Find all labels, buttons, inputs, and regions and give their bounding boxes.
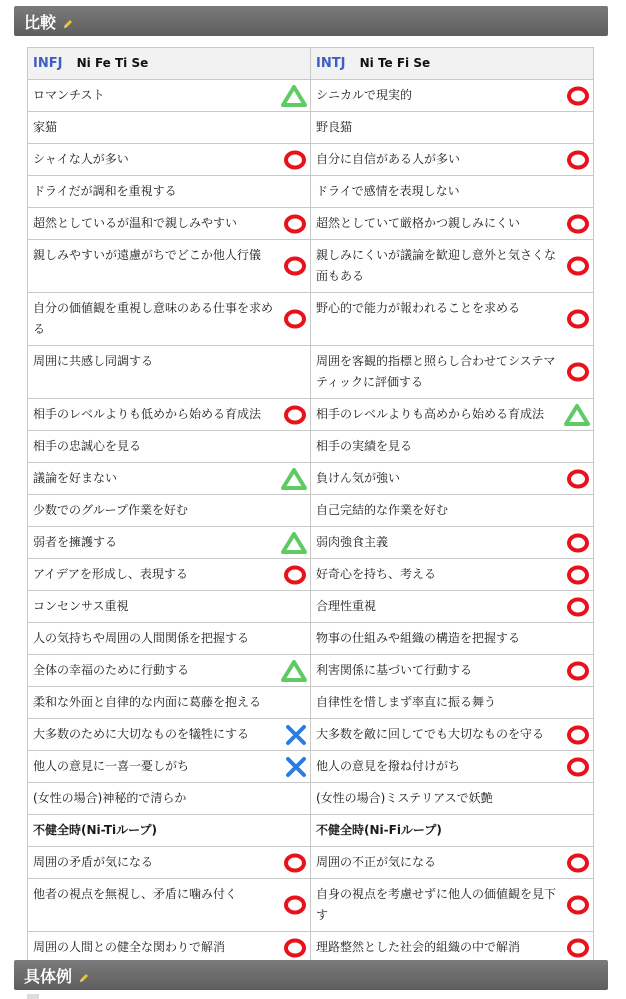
function-stack: Ni Te Fi Se bbox=[359, 56, 431, 70]
intj-cell bbox=[311, 176, 594, 208]
circle-mark-icon bbox=[282, 937, 308, 959]
cell-text: 利害関係に基づいて行動する bbox=[316, 663, 473, 677]
cell-text: 全体の幸福のために行動する bbox=[33, 663, 190, 677]
intj-cell bbox=[311, 815, 594, 847]
circle-mark-icon bbox=[565, 596, 591, 618]
cell-text: 相手の忠誠心を見る bbox=[33, 439, 142, 453]
circle-mark-icon bbox=[565, 564, 591, 586]
table-row bbox=[28, 208, 594, 240]
cross-mark-icon bbox=[284, 723, 308, 747]
table-row bbox=[28, 879, 594, 932]
circle-mark-icon bbox=[282, 213, 308, 235]
cell-text: 周囲の人間との健全な関わりで解消 bbox=[33, 940, 226, 954]
cell-text: 相手の実績を見る bbox=[316, 439, 413, 453]
circle-mark-icon bbox=[282, 149, 308, 171]
table-row bbox=[28, 559, 594, 591]
cell-text: 相手のレベルよりも高めから始める育成法 bbox=[316, 407, 545, 421]
intj-cell bbox=[311, 346, 594, 399]
infj-cell bbox=[28, 591, 311, 623]
cell-text: 不健全時(Ni-Tiループ) bbox=[33, 823, 158, 837]
circle-mark-icon bbox=[282, 308, 308, 330]
infj-cell bbox=[28, 144, 311, 176]
cell-text: ドライで感情を表現しない bbox=[316, 184, 460, 198]
cell-text: 弱者を擁護する bbox=[33, 535, 118, 549]
intj-cell bbox=[311, 431, 594, 463]
header-cell-infj bbox=[28, 48, 311, 80]
intj-cell bbox=[311, 783, 594, 815]
infj-cell bbox=[28, 346, 311, 399]
cell-text: 野心的で能力が報われることを求める bbox=[316, 301, 521, 315]
table-row bbox=[28, 346, 594, 399]
cell-text: 理路整然とした社会的組織の中で解消 bbox=[316, 940, 521, 954]
cell-text: 負けん気が強い bbox=[316, 471, 401, 485]
table-row bbox=[28, 687, 594, 719]
intj-cell bbox=[311, 463, 594, 495]
circle-mark-icon bbox=[565, 894, 591, 916]
circle-mark-icon bbox=[565, 149, 591, 171]
cell-text: コンセンサス重視 bbox=[33, 599, 129, 613]
infj-cell bbox=[28, 293, 311, 346]
intj-cell bbox=[311, 208, 594, 240]
infj-cell bbox=[28, 463, 311, 495]
intj-cell bbox=[311, 879, 594, 932]
infj-cell bbox=[28, 112, 311, 144]
intj-cell bbox=[311, 399, 594, 431]
infj-cell bbox=[28, 495, 311, 527]
triangle-mark-icon bbox=[280, 659, 308, 683]
intj-cell bbox=[311, 527, 594, 559]
cell-text: 自分の価値観を重視し意味のある仕事を求める bbox=[33, 301, 274, 336]
table-row bbox=[28, 655, 594, 687]
cell-text: 柔和な外面と自律的な内面に葛藤を抱える bbox=[33, 695, 262, 709]
intj-cell bbox=[311, 847, 594, 879]
cell-text: アイデアを形成し、表現する bbox=[33, 567, 188, 581]
cell-text: 周囲に共感し同調する bbox=[33, 354, 154, 368]
section-title: 比較 bbox=[24, 12, 57, 32]
cell-text: ロマンチスト bbox=[33, 88, 105, 102]
cell-text: 家猫 bbox=[33, 120, 58, 134]
cell-text: 不健全時(Ni-Fiループ) bbox=[316, 823, 442, 837]
table-row bbox=[28, 495, 594, 527]
cell-text: 自律性を惜しまず率直に振る舞う bbox=[316, 695, 497, 709]
cell-text: 人の気持ちや周囲の人間関係を把握する bbox=[33, 631, 250, 645]
cell-text: 相手のレベルよりも低めから始める育成法 bbox=[33, 407, 262, 421]
triangle-mark-icon bbox=[280, 531, 308, 555]
infj-cell bbox=[28, 847, 311, 879]
intj-cell bbox=[311, 240, 594, 293]
table-row bbox=[28, 783, 594, 815]
cell-text: 議論を好まない bbox=[33, 471, 118, 485]
cell-text: 大多数を敵に回してでも大切なものを守る bbox=[316, 727, 545, 741]
cell-text: 好奇心を持ち、考える bbox=[316, 567, 437, 581]
intj-cell bbox=[311, 751, 594, 783]
cell-text: 少数でのグループ作業を好む bbox=[33, 503, 189, 517]
cell-text: 物事の仕組みや組織の構造を把握する bbox=[316, 631, 521, 645]
cell-text: 他者の視点を無視し、矛盾に噛み付く bbox=[33, 887, 238, 901]
table-row bbox=[28, 932, 594, 964]
cell-text: 親しみにくいが議論を歓迎し意外と気さくな面もある bbox=[316, 248, 557, 283]
infj-cell bbox=[28, 719, 311, 751]
comparison-table bbox=[27, 47, 594, 964]
intj-cell bbox=[311, 687, 594, 719]
circle-mark-icon bbox=[565, 361, 591, 383]
infj-cell bbox=[28, 655, 311, 687]
circle-mark-icon bbox=[282, 894, 308, 916]
triangle-mark-icon bbox=[280, 467, 308, 491]
cell-text: 合理性重視 bbox=[316, 599, 377, 613]
infj-cell bbox=[28, 559, 311, 591]
section-title: 具体例 bbox=[24, 966, 73, 986]
infj-cell bbox=[28, 431, 311, 463]
table-row bbox=[28, 623, 594, 655]
table-header-row bbox=[28, 48, 594, 80]
cell-text: (女性の場合)ミステリアスで妖艶 bbox=[316, 791, 493, 805]
cell-text: 他人の意見を撥ね付けがち bbox=[316, 759, 461, 773]
cell-text: 周囲の不正が気になる bbox=[316, 855, 437, 869]
table-row bbox=[28, 431, 594, 463]
circle-mark-icon bbox=[565, 85, 591, 107]
table-row bbox=[28, 112, 594, 144]
infj-cell bbox=[28, 399, 311, 431]
table-row bbox=[28, 80, 594, 112]
section-header-comparison bbox=[14, 6, 608, 36]
table-row bbox=[28, 176, 594, 208]
table-row bbox=[28, 463, 594, 495]
infj-cell bbox=[28, 208, 311, 240]
cell-text: 自分に自信がある人が多い bbox=[316, 152, 461, 166]
table-row bbox=[28, 527, 594, 559]
circle-mark-icon bbox=[282, 255, 308, 277]
circle-mark-icon bbox=[565, 724, 591, 746]
intj-cell bbox=[311, 559, 594, 591]
cell-text: シャイな人が多い bbox=[33, 152, 129, 166]
content-placeholder bbox=[27, 994, 39, 999]
infj-cell bbox=[28, 80, 311, 112]
circle-mark-icon bbox=[565, 255, 591, 277]
table-row bbox=[28, 847, 594, 879]
cell-text: 親しみやすいが遠慮がちでどこか他人行儀 bbox=[33, 248, 261, 262]
cell-text: 自身の視点を考慮せずに他人の価値観を見下す bbox=[316, 887, 557, 922]
intj-cell bbox=[311, 293, 594, 346]
intj-cell bbox=[311, 719, 594, 751]
infj-cell bbox=[28, 623, 311, 655]
type-label: INTJ bbox=[316, 56, 346, 71]
intj-cell bbox=[311, 623, 594, 655]
intj-cell bbox=[311, 495, 594, 527]
intj-cell bbox=[311, 144, 594, 176]
circle-mark-icon bbox=[282, 404, 308, 426]
infj-cell bbox=[28, 527, 311, 559]
cell-text: 周囲の矛盾が気になる bbox=[33, 855, 154, 869]
circle-mark-icon bbox=[565, 213, 591, 235]
circle-mark-icon bbox=[565, 756, 591, 778]
cell-text: 他人の意見に一喜一憂しがち bbox=[33, 759, 190, 773]
infj-cell bbox=[28, 815, 311, 847]
circle-mark-icon bbox=[565, 532, 591, 554]
table-row bbox=[28, 240, 594, 293]
cell-text: 自己完結的な作業を好む bbox=[316, 503, 449, 517]
circle-mark-icon bbox=[565, 852, 591, 874]
type-label: INFJ bbox=[33, 56, 63, 71]
intj-cell bbox=[311, 112, 594, 144]
intj-cell bbox=[311, 932, 594, 964]
infj-cell bbox=[28, 240, 311, 293]
table-row bbox=[28, 719, 594, 751]
circle-mark-icon bbox=[565, 937, 591, 959]
infj-cell bbox=[28, 687, 311, 719]
cell-text: 超然としていて厳格かつ親しみにくい bbox=[316, 216, 521, 230]
circle-mark-icon bbox=[565, 660, 591, 682]
table-row bbox=[28, 815, 594, 847]
triangle-mark-icon bbox=[280, 84, 308, 108]
table-row bbox=[28, 293, 594, 346]
cell-text: ドライだが調和を重視する bbox=[33, 184, 177, 198]
cell-text: 超然としているが温和で親しみやすい bbox=[33, 216, 238, 230]
triangle-mark-icon bbox=[563, 403, 591, 427]
cross-mark-icon bbox=[284, 755, 308, 779]
circle-mark-icon bbox=[565, 308, 591, 330]
infj-cell bbox=[28, 783, 311, 815]
infj-cell bbox=[28, 879, 311, 932]
infj-cell bbox=[28, 932, 311, 964]
cell-text: シニカルで現実的 bbox=[316, 88, 413, 102]
header-cell-intj bbox=[311, 48, 594, 80]
table-row bbox=[28, 751, 594, 783]
pencil-icon[interactable] bbox=[62, 15, 74, 27]
intj-cell bbox=[311, 80, 594, 112]
cell-text: 大多数のために大切なものを犠牲にする bbox=[33, 727, 250, 741]
section-header-examples bbox=[14, 960, 608, 990]
circle-mark-icon bbox=[282, 852, 308, 874]
function-stack: Ni Fe Ti Se bbox=[76, 56, 149, 70]
cell-text: 弱肉強食主義 bbox=[316, 535, 389, 549]
infj-cell bbox=[28, 176, 311, 208]
table-row bbox=[28, 144, 594, 176]
intj-cell bbox=[311, 655, 594, 687]
circle-mark-icon bbox=[282, 564, 308, 586]
cell-text: (女性の場合)神秘的で清らか bbox=[33, 791, 187, 805]
table-row bbox=[28, 591, 594, 623]
cell-text: 周囲を客観的指標と照らし合わせてシステマティックに評価する bbox=[316, 354, 556, 389]
circle-mark-icon bbox=[565, 468, 591, 490]
table-row bbox=[28, 399, 594, 431]
cell-text: 野良猫 bbox=[316, 120, 353, 134]
intj-cell bbox=[311, 591, 594, 623]
infj-cell bbox=[28, 751, 311, 783]
pencil-icon[interactable] bbox=[78, 969, 90, 981]
